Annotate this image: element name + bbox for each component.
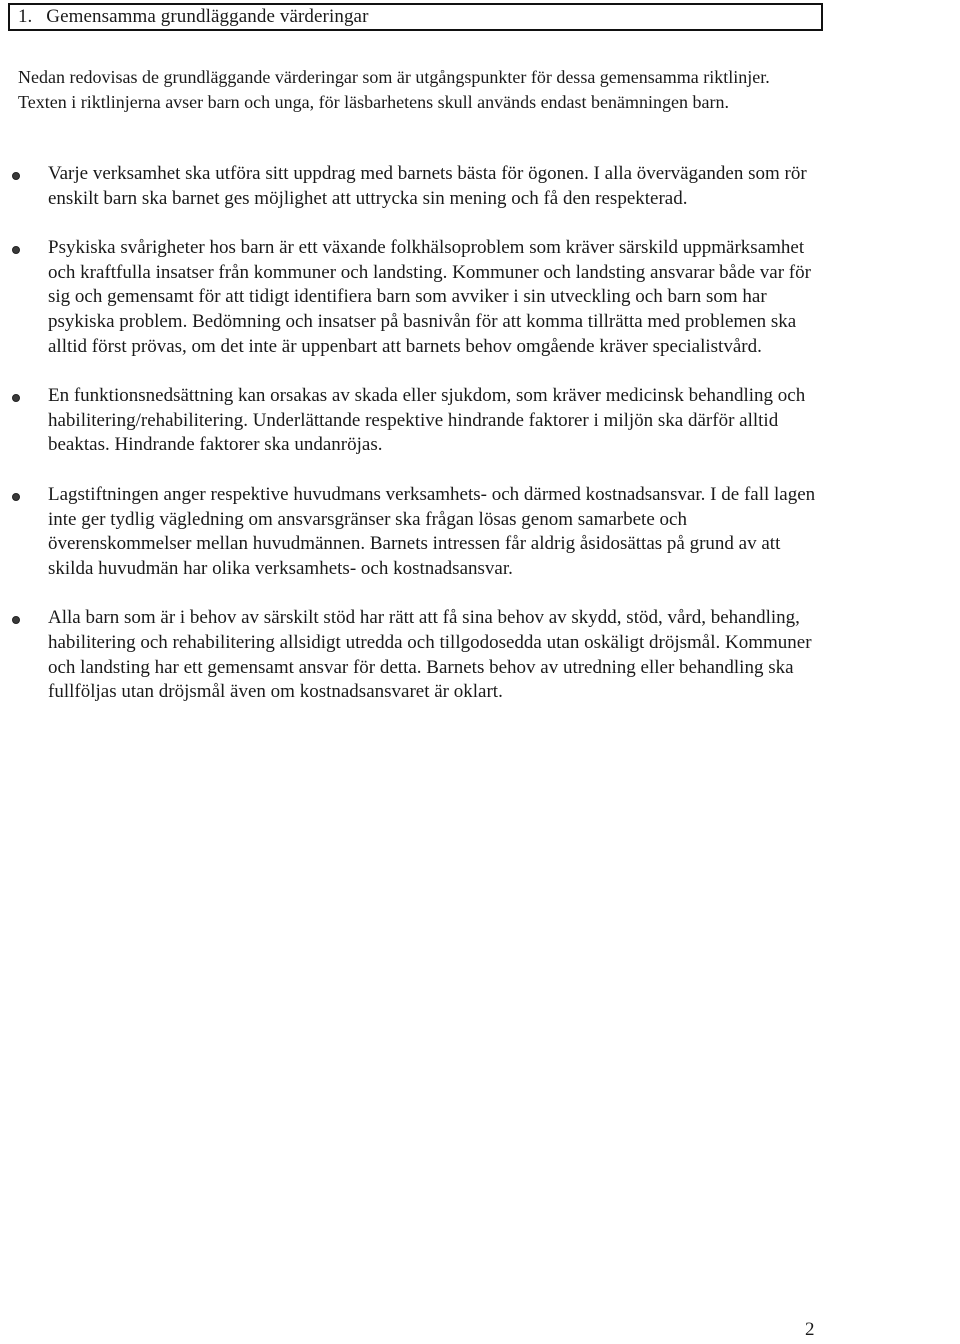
list-item [0,384,818,458]
list-item-text: Lagstiftningen anger respektive huvudmans verksamhets- och därmed kostnadsansvar. I de fall lagen inte ger tydlig vägledning om ansvarsgränser ska frågan lösas genom samarbete och överenskommelser mellan huvudmännen. Barnets intressen får aldrig åsidosättas på grund av att skilda huvudmän har olika verksamhets- och kostnadsansvar. [48,483,816,579]
list-item [0,236,818,359]
bullet-icon [12,246,20,254]
values-list [0,162,960,730]
bullet-icon [12,394,20,402]
bullet-icon [12,172,20,180]
page-number: 2 [805,1319,815,1340]
section-title: Gemensamma grundläggande värderingar [46,6,369,27]
bullet-icon [12,616,20,624]
section-heading [8,3,823,31]
list-item [0,483,818,581]
bullet-icon [12,493,20,501]
section-number: 1. [18,6,33,27]
intro-paragraph: Nedan redovisas de grundläggande värderingar som är utgångspunkter för dessa gemensamma riktlinjer. Texten i riktlinjerna avser barn och unga, för läsbarhetens skull används endast benämningen barn. [18,67,770,112]
list-item-text: Alla barn som är i behov av särskilt stöd har rätt att få sina behov av skydd, stöd, vård, behandling, habilitering och rehabilitering allsidigt utredda och tillgodosedda utan oskäligt dröjsmål. Kommuner och landsting har ett gemensamt ansvar för detta. Barnets behov av utredning eller behandling ska fullföljas utan dröjsmål även om kostnadsansvaret är oklart. [48,607,812,703]
list-item-text: Varje verksamhet ska utföra sitt uppdrag med barnets bästa för ögonen. I alla överväganden som rör enskilt barn ska barnet ges möjlighet att uttrycka sin mening och få den respekterad. [48,163,807,209]
list-item-text: En funktionsnedsättning kan orsakas av skada eller sjukdom, som kräver medicinsk behandling och habilitering/rehabilitering. Underlättande respektive hindrande faktorer i miljön ska därför alltid beaktas. Hindrande faktorer ska undanröjas. [48,385,806,456]
list-item [0,606,818,704]
list-item-text: Psykiska svårigheter hos barn är ett växande folkhälsoproblem som kräver särskild uppmärksamhet och kraftfulla insatser från kommuner och landsting. Kommuner och landsting ansvarar både var för sig och gemensamt för att tidigt identifiera barn som avviker i sin utveckling och barn som har psykiska problem. Bedömning och insatser på basnivån för att komma tillrätta med problemen ska alltid först prövas, om det inte är uppenbart att barnets behov omgående kräver specialistvård. [48,237,811,357]
list-item [0,162,818,211]
